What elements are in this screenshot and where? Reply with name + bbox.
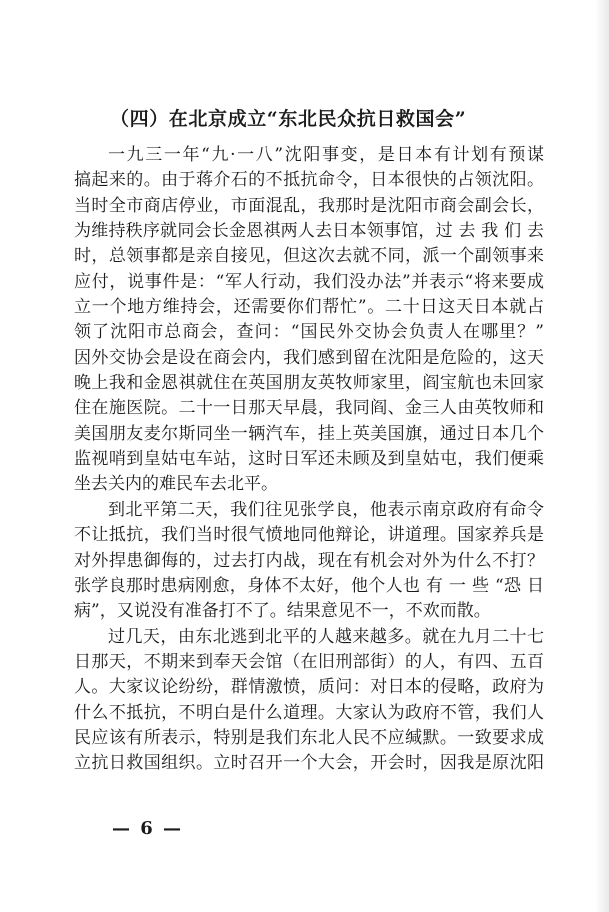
page-number: — 6 —	[112, 818, 184, 839]
text-line: 人。大家议论纷纷，群情激愤，质问：对日本的侵略，政府为	[74, 677, 544, 698]
text-line: 病”，又说没有准备打不了。结果意见不一，不欢而散。	[74, 601, 491, 622]
text-line: 一九三一年“九·一八”沈阳事变，是日本有计划有预谋	[108, 145, 544, 165]
text-line: 美国朋友麦尔斯同坐一辆汽车，挂上英美国旗，通过日本几个	[74, 423, 544, 444]
text-line: 住在施医院。二十一日那天早晨，我同阎、金三人由英牧师和	[74, 398, 544, 419]
text-line: 坐去关内的难民车去北平。	[74, 474, 278, 495]
text-line: 到北平第二天，我们往见张学良，他表示南京政府有命令	[108, 499, 544, 520]
text-line: 因外交协会是设在商会内，我们感到留在沈阳是危险的，这天	[74, 347, 544, 368]
text-line: 日那天，不期来到奉天会馆（在旧刑部街）的人，有四、五百	[74, 651, 544, 672]
text-line: 时，总领事都是亲自接见，但这次去就不同，派一个副领事来	[74, 246, 544, 267]
text-line: 应付，说事件是：“军人行动，我们没办法”并表示“将来要成	[74, 271, 544, 292]
text-line: 对外捍患御侮的，过去打内战，现在有机会对外为什么不打？	[74, 550, 544, 571]
text-line: 什么不抵抗，不明白是什么道理。大家认为政府不管，我们人	[74, 702, 544, 723]
text-line: 民应该有所表示，特别是我们东北人民不应缄默。一致要求成	[74, 727, 544, 748]
text-line: 晚上我和金恩祺就住在英国朋友英牧师家里，阎宝航也未回家	[74, 373, 544, 394]
text-line: 当时全市商店停业，市面混乱，我那时是沈阳市商会副会长，	[74, 195, 544, 216]
page-edge-shadow	[595, 0, 609, 912]
section-heading: （四）在北京成立“东北民众抗日救国会”	[110, 108, 467, 130]
text-line: 监视哨到皇姑屯车站，这时日军还未顾及到皇姑屯，我们便乘	[74, 449, 544, 470]
text-line: 张学良那时患病刚愈，身体不太好，他个人也 有 一 些 “恐 日	[74, 575, 544, 596]
text-line: 领了沈阳市总商会，查问：“国民外交协会负责人在哪里？”	[74, 322, 544, 343]
text-line: 搞起来的。由于蒋介石的不抵抗命令，日本很快的占领沈阳。	[74, 170, 544, 191]
text-line: 立抗日救国组织。立时召开一个大会，开会时，因我是原沈阳	[74, 753, 544, 774]
text-line: 不让抵抗，我们当时很气愤地同他辩论，讲道理。国家养兵是	[74, 525, 544, 546]
text-line: 立一个地方维持会，还需要你们帮忙”。二十日这天日本就占	[74, 297, 544, 318]
text-line: 为维持秩序就同会长金恩祺两人去日本领事馆，过 去 我 们 去	[74, 221, 544, 242]
text-line: 过几天，由东北逃到北平的人越来越多。就在九月二十七	[108, 626, 544, 647]
body-text	[74, 143, 544, 777]
